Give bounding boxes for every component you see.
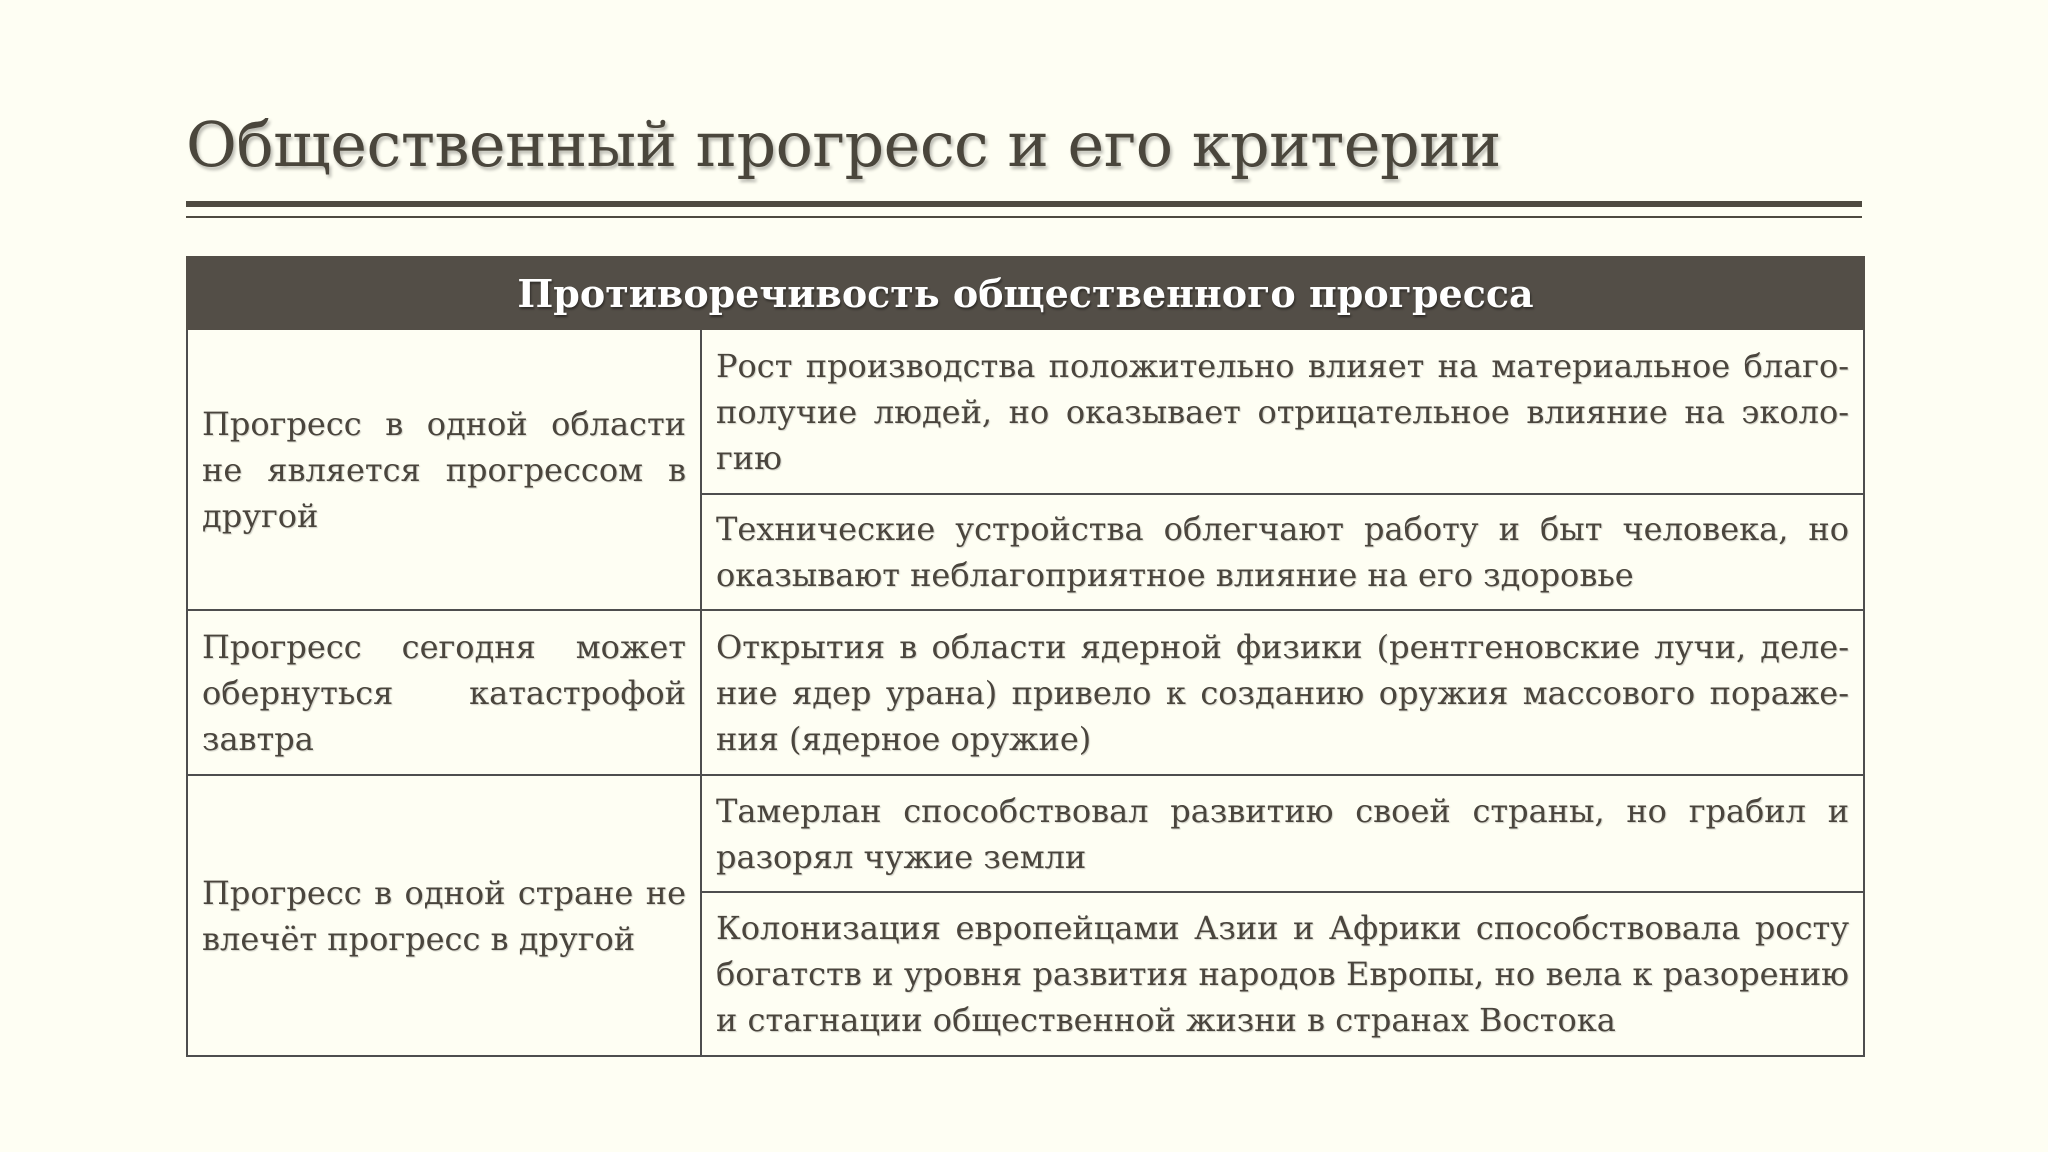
example-cell: Рост производства положительно влияет на материальное благополучие людей, но оказывает отрицательное влияние на экологию bbox=[701, 329, 1864, 494]
example-cell: Колонизация европейцами Азии и Африки способствовала росту богатств и уровня развития народов Европы, но вела к разорению и стагнации общественной жизни в странах Востока bbox=[701, 892, 1864, 1056]
criterion-cell: Прогресс в одной области не является прогрессом в другой bbox=[187, 329, 701, 610]
table-row bbox=[187, 775, 1864, 892]
example-cell: Тамерлан способствовал развитию своей страны, но грабил и разорял чужие земли bbox=[701, 775, 1864, 892]
title-divider-thin bbox=[186, 216, 1862, 218]
criterion-cell: Прогресс сегодня может обернуться катастрофой завтра bbox=[187, 610, 701, 775]
example-cell: Технические устройства облегчают работу и быт человека, но оказывают неблагоприятное влияние на его здоровье bbox=[701, 494, 1864, 610]
slide-title: Общественный прогресс и его критерии bbox=[186, 108, 1501, 181]
table-header-row bbox=[187, 257, 1864, 329]
table-row bbox=[187, 610, 1864, 775]
contradictions-table bbox=[186, 256, 1865, 1057]
table-row bbox=[187, 329, 1864, 494]
example-cell: Открытия в области ядерной физики (рентгеновские лучи, деление ядер урана) привело к созданию оружия массового поражения (ядерное оружие) bbox=[701, 610, 1864, 775]
title-divider-thick bbox=[186, 201, 1862, 207]
criterion-cell: Прогресс в одной стране не влечёт прогресс в другой bbox=[187, 775, 701, 1056]
table-header: Противоречивость общественного прогресса bbox=[187, 257, 1864, 329]
